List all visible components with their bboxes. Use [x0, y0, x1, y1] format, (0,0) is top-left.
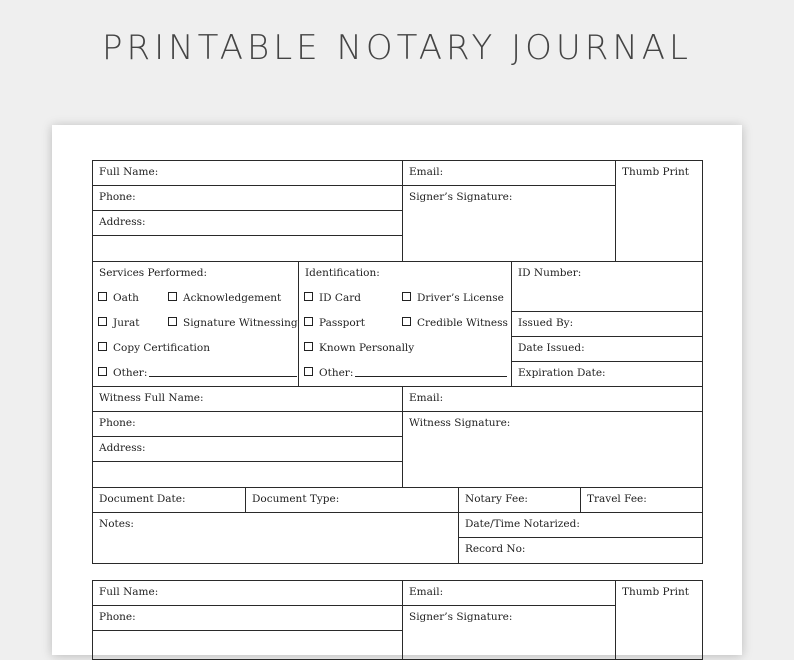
option-label: Oath	[113, 292, 139, 304]
option-label: Other:	[319, 367, 354, 379]
drivers-license-option[interactable]	[402, 292, 504, 304]
email-label: Email:	[409, 166, 444, 178]
address-field[interactable]	[92, 210, 403, 236]
passport-option[interactable]	[304, 317, 365, 329]
email-field[interactable]	[402, 580, 616, 606]
checkbox-icon[interactable]	[98, 367, 107, 376]
phone-field[interactable]	[92, 605, 403, 631]
address-line-2[interactable]	[92, 235, 403, 262]
record-no-field[interactable]	[458, 537, 703, 564]
expiration-date-field[interactable]	[511, 361, 703, 387]
page-title: PRINTABLE NOTARY JOURNAL	[101, 28, 692, 68]
datetime-notarized-field[interactable]	[458, 512, 703, 538]
address-label: Address:	[99, 216, 146, 228]
phone-field[interactable]	[92, 185, 403, 211]
document-type-label: Document Type:	[252, 493, 340, 505]
thumb-print-label: Thumb Print	[622, 586, 689, 598]
witness-address-field[interactable]	[92, 436, 403, 462]
witness-phone-label: Phone:	[99, 417, 136, 429]
issued-by-field[interactable]	[511, 311, 703, 337]
date-issued-label: Date Issued:	[518, 342, 585, 354]
notary-fee-field[interactable]	[458, 487, 581, 513]
full-name-label: Full Name:	[99, 586, 159, 598]
services-other-option[interactable]	[98, 367, 297, 379]
email-label: Email:	[409, 586, 444, 598]
checkbox-icon[interactable]	[304, 367, 313, 376]
signer-signature-field[interactable]	[402, 185, 616, 262]
notes-label: Notes:	[99, 518, 134, 530]
document-date-label: Document Date:	[99, 493, 186, 505]
journal-sheet	[52, 125, 742, 655]
option-label: Known Personally	[319, 342, 415, 354]
checkbox-icon[interactable]	[98, 342, 107, 351]
option-label: Other:	[113, 367, 148, 379]
issued-by-label: Issued By:	[518, 317, 574, 329]
option-label: Signature Witnessing	[183, 317, 298, 329]
option-label: Driver’s License	[417, 292, 504, 304]
phone-label: Phone:	[99, 191, 136, 203]
signer-signature-label: Signer’s Signature:	[409, 191, 513, 203]
signature-witnessing-option[interactable]	[168, 317, 298, 329]
jurat-option[interactable]	[98, 317, 139, 329]
witness-full-name-field[interactable]	[92, 386, 403, 412]
witness-address-label: Address:	[99, 442, 146, 454]
option-label: Acknowledgement	[183, 292, 282, 304]
thumb-print-box[interactable]	[615, 160, 703, 262]
phone-label: Phone:	[99, 611, 136, 623]
witness-signature-label: Witness Signature:	[409, 417, 511, 429]
checkbox-icon[interactable]	[168, 292, 177, 301]
record-no-label: Record No:	[465, 543, 526, 555]
full-name-field[interactable]	[92, 580, 403, 606]
option-label: Credible Witness	[417, 317, 508, 329]
date-issued-field[interactable]	[511, 336, 703, 362]
acknowledgement-option[interactable]	[168, 292, 281, 304]
witness-phone-field[interactable]	[92, 411, 403, 437]
datetime-notarized-label: Date/Time Notarized:	[465, 518, 580, 530]
identification-other-option[interactable]	[304, 367, 507, 379]
witness-full-name-label: Witness Full Name:	[99, 392, 204, 404]
checkbox-icon[interactable]	[402, 292, 411, 301]
option-label: Passport	[319, 317, 365, 329]
signer-signature-field[interactable]	[402, 605, 616, 660]
id-card-option[interactable]	[304, 292, 361, 304]
checkbox-icon[interactable]	[168, 317, 177, 326]
travel-fee-label: Travel Fee:	[587, 493, 647, 505]
expiration-date-label: Expiration Date:	[518, 367, 606, 379]
option-label: Jurat	[113, 317, 140, 329]
checkbox-icon[interactable]	[304, 342, 313, 351]
document-date-field[interactable]	[92, 487, 246, 513]
oath-option[interactable]	[98, 292, 139, 304]
services-performed-label: Services Performed:	[99, 267, 208, 279]
email-field[interactable]	[402, 160, 616, 186]
other-write-line[interactable]	[149, 376, 297, 377]
id-number-label: ID Number:	[518, 267, 582, 279]
id-number-field[interactable]	[511, 261, 703, 312]
witness-email-field[interactable]	[402, 386, 703, 412]
notary-fee-label: Notary Fee:	[465, 493, 528, 505]
checkbox-icon[interactable]	[304, 292, 313, 301]
witness-signature-field[interactable]	[402, 411, 703, 488]
checkbox-icon[interactable]	[402, 317, 411, 326]
full-name-field[interactable]	[92, 160, 403, 186]
option-label: Copy Certification	[113, 342, 210, 354]
document-type-field[interactable]	[245, 487, 459, 513]
copy-certification-option[interactable]	[98, 342, 210, 354]
notes-field[interactable]	[92, 512, 459, 564]
signer-signature-label: Signer’s Signature:	[409, 611, 513, 623]
travel-fee-field[interactable]	[580, 487, 703, 513]
full-name-label: Full Name:	[99, 166, 159, 178]
credible-witness-option[interactable]	[402, 317, 508, 329]
checkbox-icon[interactable]	[98, 317, 107, 326]
thumb-print-label: Thumb Print	[622, 166, 689, 178]
checkbox-icon[interactable]	[304, 317, 313, 326]
option-label: ID Card	[319, 292, 361, 304]
known-personally-option[interactable]	[304, 342, 414, 354]
other-write-line[interactable]	[355, 376, 507, 377]
witness-address-line-2[interactable]	[92, 461, 403, 488]
thumb-print-box[interactable]	[615, 580, 703, 660]
checkbox-icon[interactable]	[98, 292, 107, 301]
witness-email-label: Email:	[409, 392, 444, 404]
identification-label: Identification:	[305, 267, 380, 279]
